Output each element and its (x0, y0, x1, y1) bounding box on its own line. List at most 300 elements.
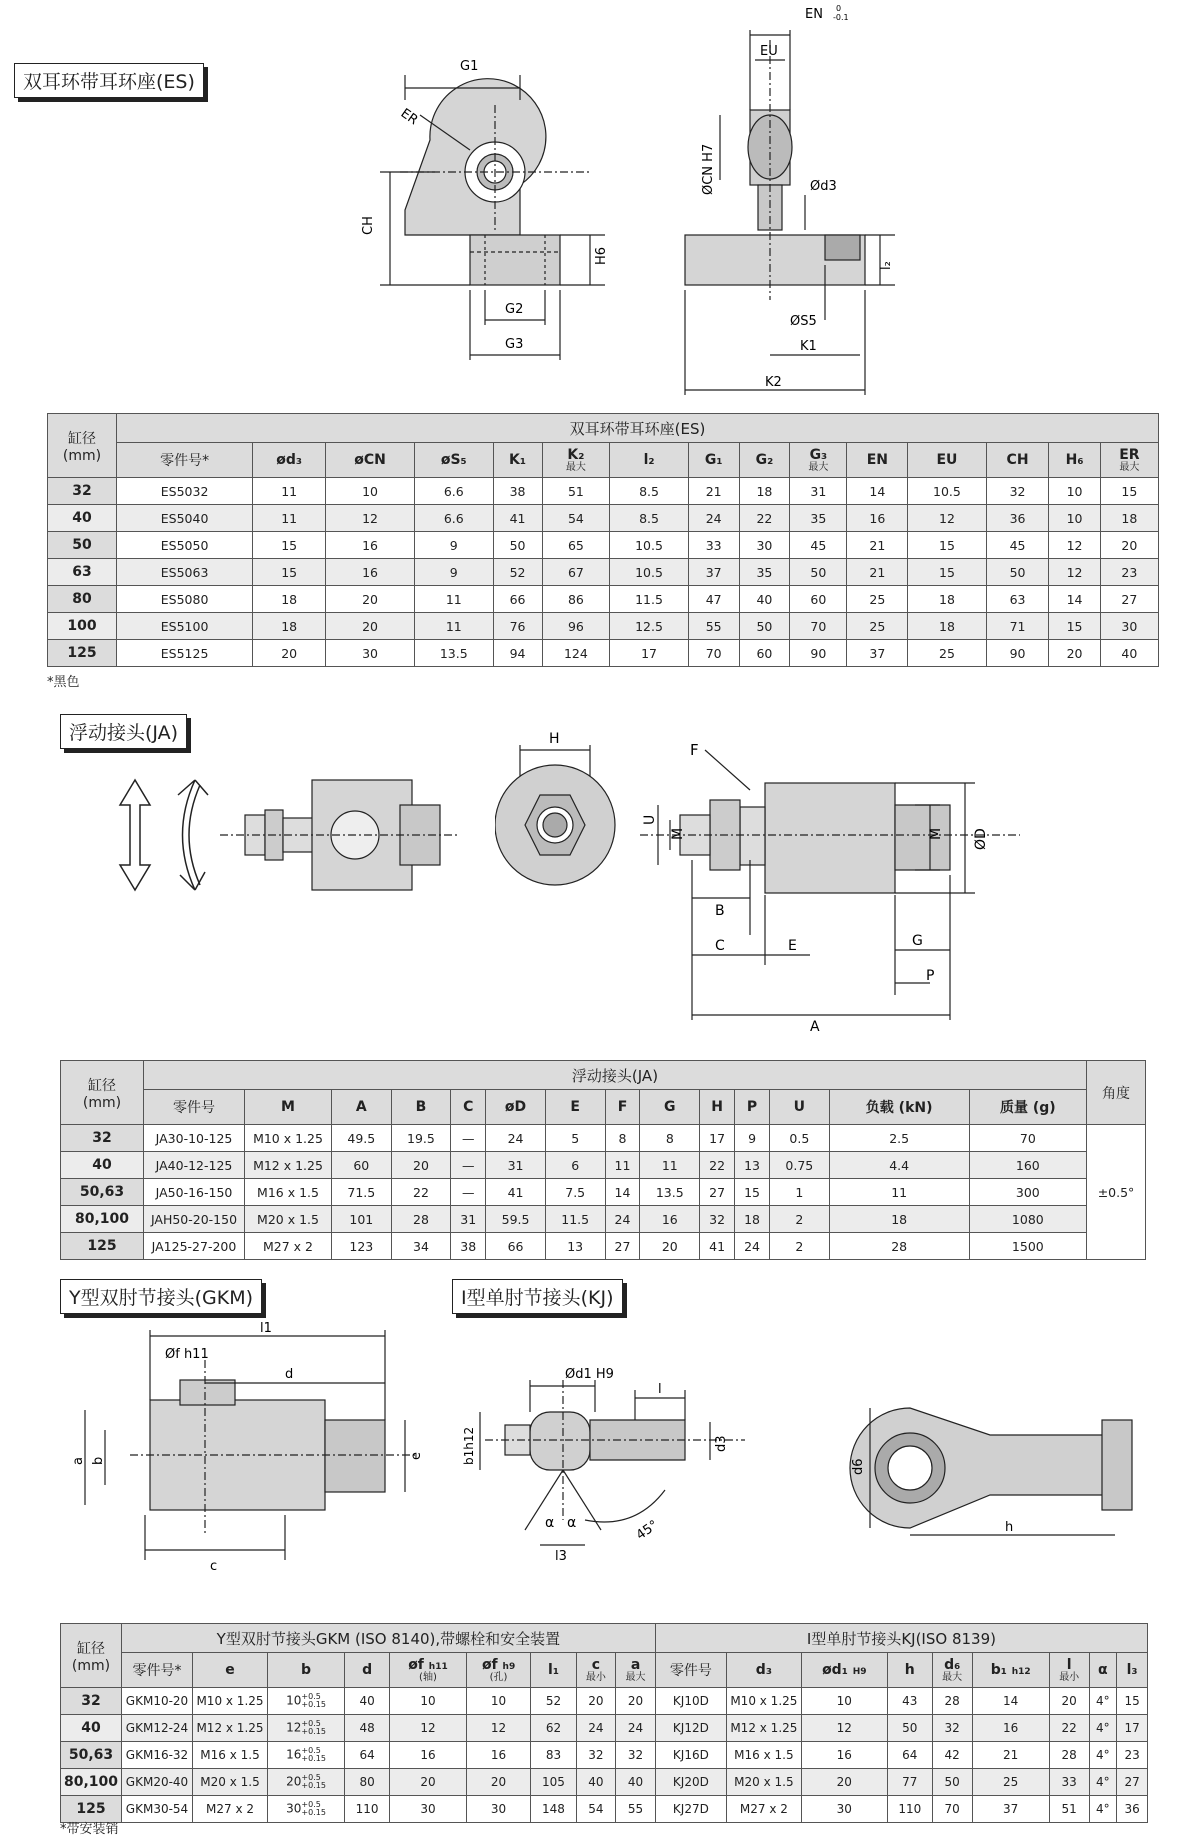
table-cell: 50 (887, 1715, 932, 1742)
table-cell: 30 (390, 1796, 467, 1823)
es-col: øS₅ (414, 443, 493, 478)
table-cell: 54 (542, 505, 610, 532)
bottom-bore-label: 缸径 (77, 1640, 105, 1657)
ja-dim-b: B (715, 903, 725, 919)
table-cell: 43 (887, 1688, 932, 1715)
table-cell: 18 (735, 1206, 770, 1233)
table-cell: 18 (253, 613, 326, 640)
tolerance: +0.5 +0.15 (301, 1773, 326, 1790)
table-cell: 20 (466, 1769, 531, 1796)
ja-bore-label: 缸径 (88, 1077, 116, 1094)
es-col: øCN (326, 443, 415, 478)
table-cell: 1 (770, 1179, 830, 1206)
es-col: G₂ (739, 443, 790, 478)
table-cell: 300 (969, 1179, 1086, 1206)
bore-cell: 63 (48, 559, 117, 586)
table-cell: — (451, 1152, 486, 1179)
table-cell: KJ10D (655, 1688, 726, 1715)
table-cell: 96 (542, 613, 610, 640)
table-row (61, 1715, 1148, 1742)
table-cell: 27 (1100, 586, 1158, 613)
table-row (61, 1206, 1146, 1233)
tolerance: +0.5 +0.15 (301, 1719, 326, 1736)
table-cell: 13.5 (414, 640, 493, 667)
bore-cell: 32 (61, 1688, 122, 1715)
table-cell: M12 x 1.25 (193, 1715, 268, 1742)
table-cell: ES5063 (117, 559, 253, 586)
ja-bore-unit: (mm) (82, 1094, 122, 1111)
ja-col: A (332, 1090, 392, 1125)
table-cell: 31 (486, 1152, 546, 1179)
table-cell: 20 (1049, 1688, 1089, 1715)
table-cell: 20 (326, 613, 415, 640)
table-cell: JA125-27-200 (144, 1233, 245, 1260)
table-row (61, 1179, 1146, 1206)
kj-col: b₁ h12 (972, 1653, 1049, 1688)
table-cell: — (451, 1179, 486, 1206)
table-cell: 8 (605, 1125, 640, 1152)
table-cell: 11 (640, 1152, 700, 1179)
table-cell: 6 (545, 1152, 605, 1179)
kj-col: d₃ (726, 1653, 801, 1688)
es-dim-g2: G2 (505, 302, 524, 317)
table-cell: 17 (1117, 1715, 1148, 1742)
ja-dim-m-right: M (928, 827, 944, 840)
ja-col: G (640, 1090, 700, 1125)
table-cell: 70 (932, 1796, 972, 1823)
table-cell: 28 (932, 1688, 972, 1715)
kj-col: l 最小 (1049, 1653, 1089, 1688)
es-dim-g3: G3 (505, 337, 524, 352)
table-row (48, 613, 1159, 640)
table-cell: 67 (542, 559, 610, 586)
table-cell: 4° (1089, 1688, 1117, 1715)
table-cell: 60 (790, 586, 847, 613)
ja-table (60, 1060, 1146, 1260)
ja-dim-f: F (690, 741, 699, 759)
table-cell: 50 (739, 613, 790, 640)
kj-table-title: I型单肘节接头KJ(ISO 8139) (655, 1624, 1147, 1653)
table-cell: 20 (576, 1688, 616, 1715)
table-cell: KJ20D (655, 1769, 726, 1796)
table-cell: 45 (790, 532, 847, 559)
table-cell: 86 (542, 586, 610, 613)
es-col: G₁ (688, 443, 739, 478)
table-cell: 50 (790, 559, 847, 586)
table-cell: 24 (605, 1206, 640, 1233)
table-cell: M10 x 1.25 (726, 1688, 801, 1715)
table-cell: 41 (486, 1179, 546, 1206)
table-cell: M16 x 1.5 (193, 1742, 268, 1769)
kj-col: α (1089, 1653, 1117, 1688)
table-cell: 18 (908, 613, 987, 640)
table-cell: 12 (908, 505, 987, 532)
es-col: l₂ (610, 443, 689, 478)
table-cell: 2 (770, 1206, 830, 1233)
kj-dim-d6: d6 (851, 1458, 866, 1475)
table-cell: 14 (605, 1179, 640, 1206)
ja-col: 质量 (g) (969, 1090, 1086, 1125)
bore-cell: 80,100 (61, 1206, 144, 1233)
ja-dim-c: C (715, 938, 725, 954)
table-cell: GKM20-40 (122, 1769, 193, 1796)
table-cell: 32 (616, 1742, 656, 1769)
tolerance: +0.5 +0.15 (301, 1692, 326, 1709)
es-front-drawing (640, 0, 940, 400)
table-cell: 12 (326, 505, 415, 532)
table-cell: 90 (986, 640, 1049, 667)
table-cell: 17 (610, 640, 689, 667)
table-cell: 12 (390, 1715, 467, 1742)
table-cell: JAH50-20-150 (144, 1206, 245, 1233)
table-cell: 10.5 (908, 478, 987, 505)
table-cell: 30 (326, 640, 415, 667)
table-cell: 30 (739, 532, 790, 559)
table-cell: 47 (688, 586, 739, 613)
table-cell: ES5100 (117, 613, 253, 640)
table-cell: 9 (735, 1125, 770, 1152)
table-row (48, 532, 1159, 559)
table-cell: 32 (576, 1742, 616, 1769)
table-cell: 71 (986, 613, 1049, 640)
gkm-table-title: Y型双肘节接头GKM (ISO 8140),带螺栓和安全装置 (122, 1624, 656, 1653)
gkm-col: 零件号* (122, 1653, 193, 1688)
table-cell: 28 (391, 1206, 451, 1233)
table-cell: 11 (253, 478, 326, 505)
es-side-drawing (360, 20, 620, 400)
kj-dim-d3: d3 (714, 1435, 729, 1452)
es-dim-h6: H6 (594, 246, 609, 265)
table-cell: 13.5 (640, 1179, 700, 1206)
section-title-gkm: Y型双肘节接头(GKM) (60, 1279, 262, 1314)
es-table (47, 413, 1159, 667)
bore-cell: 50 (48, 532, 117, 559)
ja-col: F (605, 1090, 640, 1125)
table-cell: M12 x 1.25 (245, 1152, 332, 1179)
ja-col: M (245, 1090, 332, 1125)
table-cell: 18 (253, 586, 326, 613)
table-cell: 54 (576, 1796, 616, 1823)
table-cell: M20 x 1.5 (726, 1769, 801, 1796)
table-cell: 37 (847, 640, 908, 667)
table-cell: 16 (390, 1742, 467, 1769)
table-cell: 20 (391, 1152, 451, 1179)
table-cell: 27 (1117, 1769, 1148, 1796)
table-cell: M27 x 2 (193, 1796, 268, 1823)
table-cell: M20 x 1.5 (193, 1769, 268, 1796)
table-cell: 20 (1100, 532, 1158, 559)
table-cell: 64 (887, 1742, 932, 1769)
es-dim-en-tol-top: 0 (836, 4, 842, 13)
es-dim-g1: G1 (460, 59, 479, 74)
table-row (48, 559, 1159, 586)
table-cell: 110 (345, 1796, 390, 1823)
table-cell: 20 (616, 1688, 656, 1715)
table-cell: 30 (801, 1796, 887, 1823)
table-cell: 18 (739, 478, 790, 505)
table-cell: 34 (391, 1233, 451, 1260)
es-col: ER 最大 (1100, 443, 1158, 478)
table-cell: 4° (1089, 1796, 1117, 1823)
table-row (61, 1769, 1148, 1796)
table-cell: 41 (700, 1233, 735, 1260)
table-cell: 45 (986, 532, 1049, 559)
gkm-dim-b: b (91, 1456, 106, 1465)
table-cell: 77 (887, 1769, 932, 1796)
table-cell: 94 (493, 640, 542, 667)
gkm-note: *带安装销 (60, 1822, 119, 1837)
table-cell: 66 (486, 1233, 546, 1260)
table-cell: 41 (493, 505, 542, 532)
table-cell: 17 (700, 1125, 735, 1152)
table-cell: 70 (969, 1125, 1086, 1152)
table-cell: 52 (493, 559, 542, 586)
table-cell: M27 x 2 (245, 1233, 332, 1260)
table-cell: 83 (531, 1742, 576, 1769)
table-cell: 21 (972, 1742, 1049, 1769)
table-cell: 30 (1100, 613, 1158, 640)
table-cell: 55 (616, 1796, 656, 1823)
bore-cell: 32 (61, 1125, 144, 1152)
bore-cell: 80 (48, 586, 117, 613)
ja-col: U (770, 1090, 830, 1125)
ja-side-drawing (640, 735, 1060, 1035)
gkm-col: øf h9 (孔) (466, 1653, 531, 1688)
es-dim-s5: ØS5 (790, 314, 817, 329)
table-cell: 15 (1117, 1688, 1148, 1715)
kj-col: l₃ (1117, 1653, 1148, 1688)
table-cell: 8 (640, 1125, 700, 1152)
gkm-col: øf h11 (轴) (390, 1653, 467, 1688)
table-cell: 21 (847, 532, 908, 559)
table-cell: 60 (332, 1152, 392, 1179)
table-cell: 12 (1049, 559, 1100, 586)
table-cell: 20 (326, 586, 415, 613)
angle-cell: ±0.5° (1087, 1125, 1146, 1260)
table-cell: 30 +0.5 +0.15 (268, 1796, 345, 1823)
es-col: G₃ 最大 (790, 443, 847, 478)
es-dim-cn: ØCN H7 (701, 143, 716, 195)
table-cell: 10 (801, 1688, 887, 1715)
table-cell: 40 (576, 1769, 616, 1796)
kj-dim-l3: l3 (555, 1549, 567, 1564)
table-cell: 12.5 (610, 613, 689, 640)
table-cell: KJ27D (655, 1796, 726, 1823)
table-cell: 51 (1049, 1796, 1089, 1823)
ja-dim-u: U (642, 814, 658, 825)
es-dim-l2: l₂ (879, 261, 894, 270)
table-cell: 66 (493, 586, 542, 613)
table-cell: 10 (390, 1688, 467, 1715)
bore-cell: 125 (61, 1796, 122, 1823)
kj-dim-h: h (1005, 1520, 1014, 1535)
kj-drawing-side (455, 1360, 825, 1580)
table-cell: 50 (932, 1769, 972, 1796)
kj-dim-d1: Ød1 H9 (565, 1367, 614, 1382)
table-cell: 15 (253, 532, 326, 559)
table-cell: M12 x 1.25 (726, 1715, 801, 1742)
es-note: *黑色 (47, 675, 80, 690)
table-row (48, 640, 1159, 667)
table-cell: 20 (640, 1233, 700, 1260)
gkm-col: d (345, 1653, 390, 1688)
ja-col: P (735, 1090, 770, 1125)
table-cell: 70 (790, 613, 847, 640)
table-cell: 20 (801, 1769, 887, 1796)
table-cell: GKM16-32 (122, 1742, 193, 1769)
table-cell: KJ12D (655, 1715, 726, 1742)
es-col: EN (847, 443, 908, 478)
bore-cell: 32 (48, 478, 117, 505)
table-cell: 38 (451, 1233, 486, 1260)
table-cell: 10 +0.5 +0.15 (268, 1688, 345, 1715)
es-col: CH (986, 443, 1049, 478)
gkm-col: b (268, 1653, 345, 1688)
es-bore-label: 缸径 (68, 430, 96, 447)
table-cell: 48 (345, 1715, 390, 1742)
table-cell: 50 (493, 532, 542, 559)
table-cell: 23 (1117, 1742, 1148, 1769)
section-title-ja: 浮动接头(JA) (60, 714, 187, 749)
table-cell: 5 (545, 1125, 605, 1152)
table-cell: 23 (1100, 559, 1158, 586)
table-cell: 1080 (969, 1206, 1086, 1233)
table-cell: 30 (466, 1796, 531, 1823)
table-cell: 33 (688, 532, 739, 559)
es-col: K₂ 最大 (542, 443, 610, 478)
tolerance: +0.5 +0.15 (301, 1746, 326, 1763)
table-cell: 11 (253, 505, 326, 532)
kj-dim-b1: b1h12 (462, 1426, 476, 1465)
table-cell: 148 (531, 1796, 576, 1823)
table-cell: 18 (829, 1206, 969, 1233)
table-cell: 10 (1049, 478, 1100, 505)
es-col: EU (908, 443, 987, 478)
table-cell: 22 (739, 505, 790, 532)
kj-col: h (887, 1653, 932, 1688)
table-cell: 24 (486, 1125, 546, 1152)
table-cell: 32 (932, 1715, 972, 1742)
table-cell: 20 (1049, 640, 1100, 667)
table-cell: 4° (1089, 1742, 1117, 1769)
ja-col: E (545, 1090, 605, 1125)
table-cell: 49.5 (332, 1125, 392, 1152)
table-cell: 0.5 (770, 1125, 830, 1152)
table-row (61, 1233, 1146, 1260)
table-cell: ES5032 (117, 478, 253, 505)
es-dim-er: ER (397, 105, 421, 129)
table-cell: 13 (545, 1233, 605, 1260)
ja-col: H (700, 1090, 735, 1125)
table-cell: 10 (1049, 505, 1100, 532)
table-cell: 12 (466, 1715, 531, 1742)
table-cell: JA50-16-150 (144, 1179, 245, 1206)
table-cell: M16 x 1.5 (726, 1742, 801, 1769)
ja-dim-m-left: M (670, 827, 686, 840)
es-dim-ch: CH (361, 216, 376, 235)
table-cell: 16 (801, 1742, 887, 1769)
table-row (48, 586, 1159, 613)
table-cell: 12 (801, 1715, 887, 1742)
bore-cell: 50,63 (61, 1742, 122, 1769)
table-cell: 0.75 (770, 1152, 830, 1179)
es-dim-en-tol-bot: -0.1 (833, 13, 849, 22)
gkm-col: a 最大 (616, 1653, 656, 1688)
table-cell: JA30-10-125 (144, 1125, 245, 1152)
kj-col: 零件号 (655, 1653, 726, 1688)
ja-motion-drawing (100, 760, 480, 910)
table-cell: 33 (1049, 1769, 1089, 1796)
table-cell: 65 (542, 532, 610, 559)
gkm-dim-a: a (71, 1457, 86, 1465)
table-cell: 76 (493, 613, 542, 640)
table-row (61, 1742, 1148, 1769)
es-col: H₆ (1049, 443, 1100, 478)
gkm-kj-table (60, 1623, 1148, 1823)
table-cell: 15 (735, 1179, 770, 1206)
table-cell: 4° (1089, 1769, 1117, 1796)
table-cell: M10 x 1.25 (245, 1125, 332, 1152)
ja-col-angle: 角度 (1087, 1061, 1146, 1125)
table-cell: 4° (1089, 1715, 1117, 1742)
table-cell: 21 (688, 478, 739, 505)
table-cell: 24 (576, 1715, 616, 1742)
gkm-dim-d: d (285, 1367, 294, 1382)
table-cell: JA40-12-125 (144, 1152, 245, 1179)
table-cell: ES5040 (117, 505, 253, 532)
ja-dim-g: G (912, 933, 923, 949)
bore-cell: 40 (48, 505, 117, 532)
kj-dim-l: l (658, 1382, 662, 1397)
table-cell: ES5080 (117, 586, 253, 613)
table-cell: 16 (326, 559, 415, 586)
ja-dim-p: P (926, 968, 935, 984)
table-cell: M10 x 1.25 (193, 1688, 268, 1715)
table-cell: 62 (531, 1715, 576, 1742)
table-cell: 20 (253, 640, 326, 667)
table-cell: 10.5 (610, 532, 689, 559)
kj-dim-alpha-left: α (545, 1515, 555, 1531)
table-cell: 13 (735, 1152, 770, 1179)
table-cell: 63 (986, 586, 1049, 613)
table-cell: GKM30-54 (122, 1796, 193, 1823)
table-cell: GKM12-24 (122, 1715, 193, 1742)
table-cell: 25 (972, 1769, 1049, 1796)
es-col: ød₃ (253, 443, 326, 478)
table-row (61, 1125, 1146, 1152)
table-row (48, 478, 1159, 505)
bore-cell: 125 (48, 640, 117, 667)
table-cell: 25 (908, 640, 987, 667)
table-cell: 31 (790, 478, 847, 505)
table-row (61, 1796, 1148, 1823)
es-table-title: 双耳环带耳环座(ES) (117, 414, 1159, 443)
table-cell: 71.5 (332, 1179, 392, 1206)
table-cell: 32 (986, 478, 1049, 505)
ja-col: C (451, 1090, 486, 1125)
table-cell: 20 (390, 1769, 467, 1796)
table-cell: M27 x 2 (726, 1796, 801, 1823)
table-cell: 12 +0.5 +0.15 (268, 1715, 345, 1742)
bore-cell: 80,100 (61, 1769, 122, 1796)
table-cell: 27 (700, 1179, 735, 1206)
es-dim-en: EN (805, 7, 823, 22)
table-cell: 9 (414, 532, 493, 559)
bottom-bore-unit: (mm) (71, 1657, 111, 1674)
table-cell: 4.4 (829, 1152, 969, 1179)
table-cell: 16 (640, 1206, 700, 1233)
table-cell: 38 (493, 478, 542, 505)
